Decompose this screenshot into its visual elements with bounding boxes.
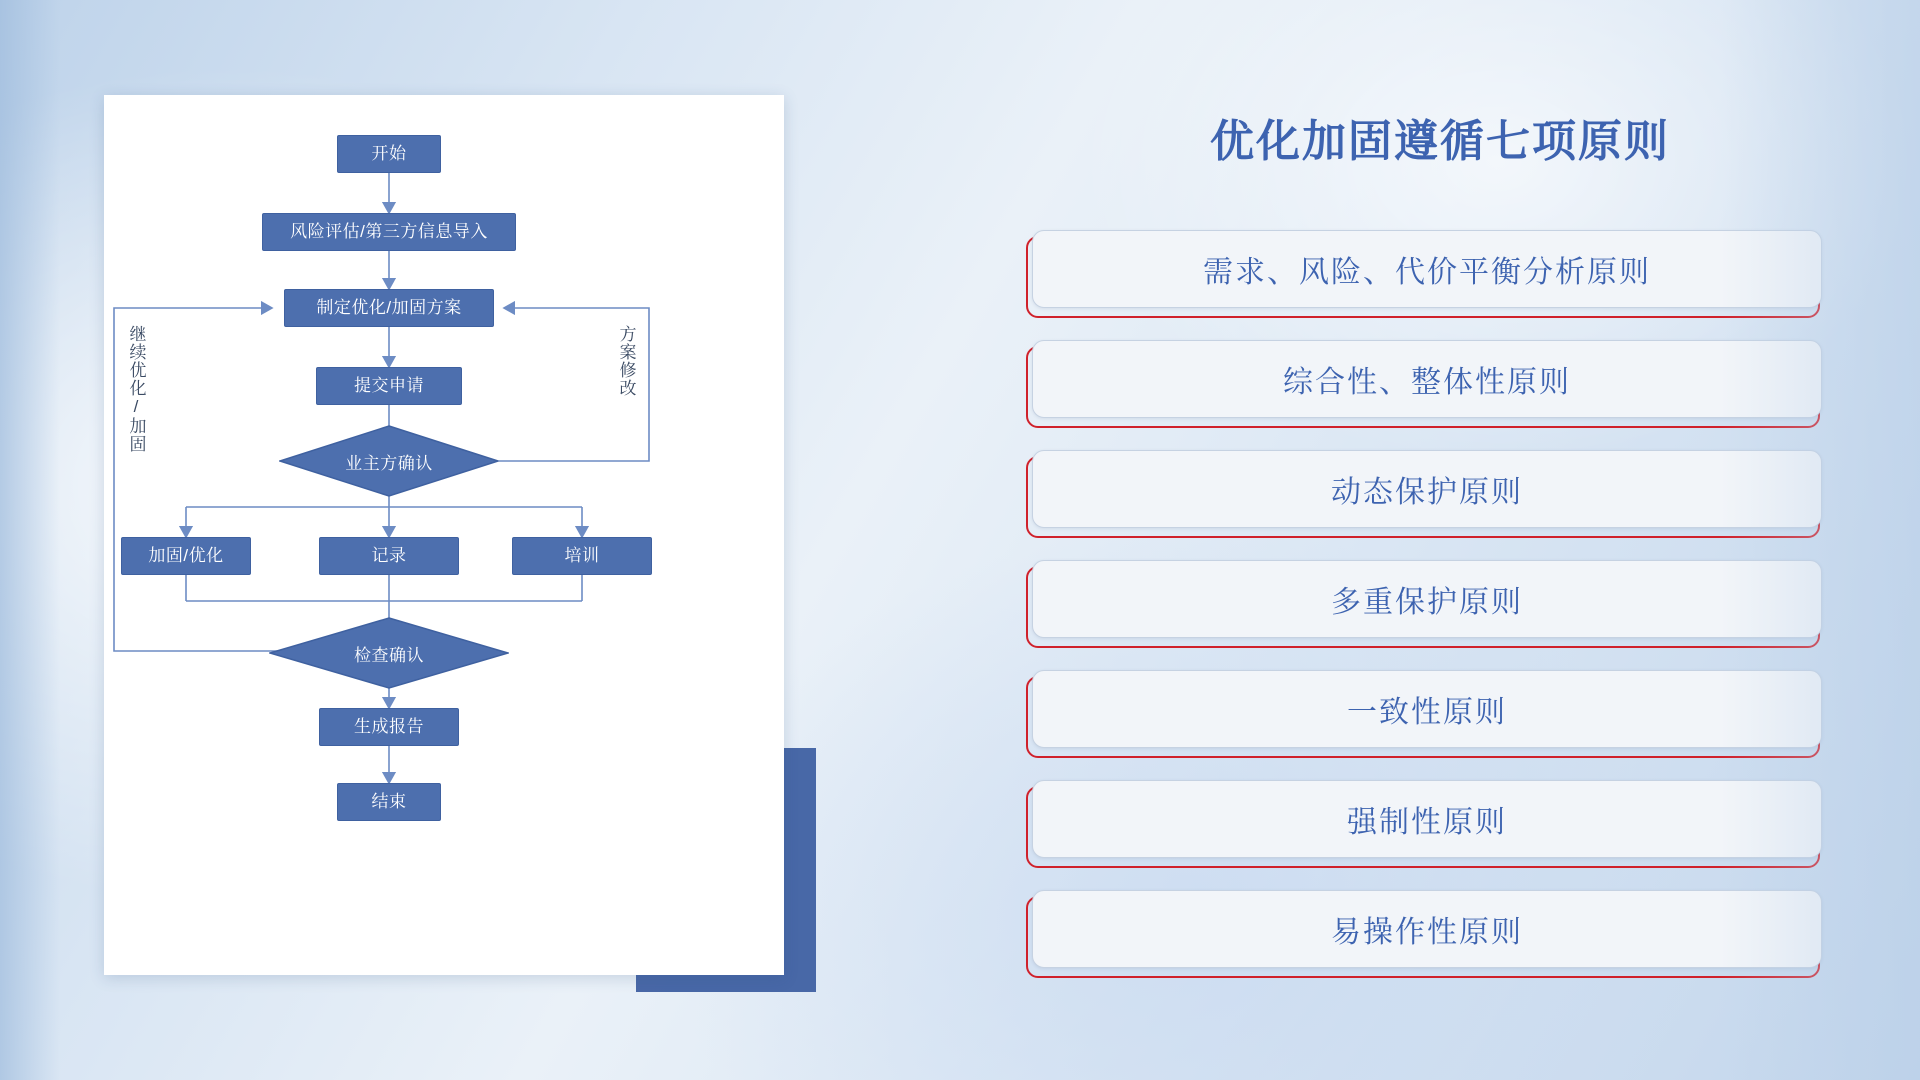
principle-label[interactable]: 多重保护原则 [1032,560,1822,638]
flow-node-reinforce[interactable] [121,537,251,575]
principle-label[interactable]: 易操作性原则 [1032,890,1822,968]
edge-label-continue-optimization: 继续优化/加固 [126,325,146,453]
flow-node-label: 制定优化/加固方案 [316,297,462,317]
principle-label[interactable]: 一致性原则 [1032,670,1822,748]
flow-node-label: 提交申请 [354,375,424,395]
principles-list [1026,230,1826,1000]
flow-node-label: 检查确认 [354,645,424,665]
flow-node-check-confirm[interactable] [269,617,509,689]
principle-item[interactable] [1026,340,1826,428]
edge-label-plan-revision: 方案修改 [616,325,636,397]
flowchart-card [104,95,784,975]
principle-item[interactable] [1026,890,1826,978]
principle-item[interactable] [1026,670,1826,758]
flow-node-report[interactable] [319,708,459,746]
principle-item[interactable] [1026,780,1826,868]
principle-item[interactable] [1026,560,1826,648]
flow-node-submit[interactable] [316,367,462,405]
flow-node-label: 开始 [371,143,407,163]
principle-label[interactable]: 动态保护原则 [1032,450,1822,528]
flow-node-label: 培训 [564,545,600,565]
flow-node-owner-confirm[interactable] [279,425,499,497]
principle-item[interactable] [1026,230,1826,318]
principle-label[interactable]: 强制性原则 [1032,780,1822,858]
flow-node-label: 生成报告 [354,716,424,736]
flow-node-training[interactable] [512,537,652,575]
flowchart [104,95,784,975]
flow-node-plan[interactable] [284,289,494,327]
flow-node-record[interactable] [319,537,459,575]
flow-node-label: 结束 [371,791,407,811]
flow-node-label: 业主方确认 [345,453,433,473]
flow-node-label: 加固/优化 [148,545,224,565]
flow-node-end[interactable] [337,783,441,821]
principles-title: 优化加固遵循七项原则 [1210,117,1670,166]
flow-node-label: 风险评估/第三方信息导入 [290,221,488,241]
flow-node-risk-assessment[interactable] [262,213,516,251]
flow-node-label: 记录 [371,545,407,565]
principle-item[interactable] [1026,450,1826,538]
principle-label[interactable]: 综合性、整体性原则 [1032,340,1822,418]
flow-node-start[interactable] [337,135,441,173]
principle-label[interactable]: 需求、风险、代价平衡分析原则 [1032,230,1822,308]
